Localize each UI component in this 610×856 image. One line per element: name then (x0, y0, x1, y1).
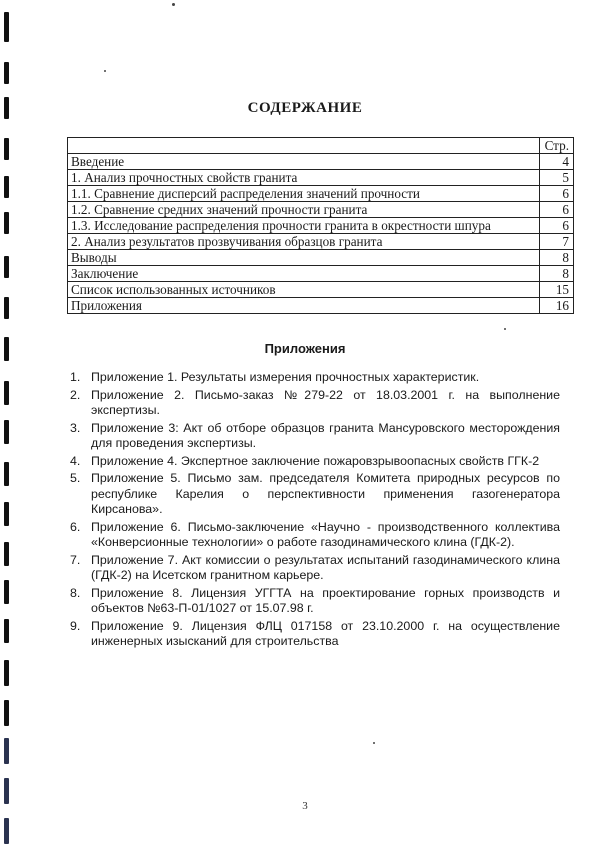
toc-page: 4 (540, 154, 574, 170)
appendix-item-text: Приложение 3: Акт об отборе образцов гранита Мансуровского месторождения для проведения экспертизы. (91, 420, 560, 450)
appendix-item-text: Приложение 2. Письмо-заказ №279-22 от 18.03.2001 г. на выполнение экспертизы. (91, 387, 560, 417)
binding-mark (4, 212, 9, 234)
scan-speck (172, 3, 175, 6)
binding-mark (4, 542, 9, 566)
binding-mark (4, 138, 9, 160)
toc-row (68, 170, 574, 186)
toc-page: 6 (540, 218, 574, 234)
toc-row (68, 154, 574, 170)
toc-page: 7 (540, 234, 574, 250)
toc-header-blank (68, 138, 540, 154)
binding-mark (4, 381, 9, 405)
toc-label: Выводы (68, 250, 540, 266)
toc-page: 15 (540, 282, 574, 298)
toc-label: Введение (68, 154, 540, 170)
binding-mark (4, 462, 9, 486)
appendix-item-number: 3. (70, 420, 81, 435)
toc-page: 5 (540, 170, 574, 186)
page-number: 3 (302, 800, 308, 812)
toc-label: 1.3. Исследование распределения прочности гранита в окрестности шпура (68, 218, 540, 234)
appendix-item-number: 6. (70, 519, 81, 534)
appendix-item (70, 471, 560, 518)
appendix-item-text: Приложение 8. Лицензия УГГТА на проектирование горных производств и объектов №63-П-01/1027 от 15.07.98 г. (91, 585, 560, 615)
toc-header-row (68, 138, 574, 154)
toc-row (68, 186, 574, 202)
binding-mark (4, 660, 9, 686)
toc-label: Заключение (68, 266, 540, 282)
toc-row (68, 202, 574, 218)
toc-row (68, 250, 574, 266)
appendix-item-text: Приложение 4. Экспертное заключение пожаровзрывоопасных свойств ГГК-2 (91, 453, 540, 468)
toc-label: Приложения (68, 298, 540, 314)
binding-mark (4, 502, 9, 526)
binding-mark (4, 297, 9, 319)
appendix-item-number: 4. (70, 453, 81, 468)
toc-row (68, 234, 574, 250)
binding-mark (4, 738, 9, 764)
appendix-item-text: Приложение 5. Письмо зам. председателя Комитета природных ресурсов по республике Карелия о перспективности применения газогенератора Кирсанова». (91, 471, 560, 516)
appendix-item-number: 7. (70, 552, 81, 567)
toc-row (68, 298, 574, 314)
page-title: СОДЕРЖАНИЕ (247, 100, 363, 116)
binding-mark (4, 256, 9, 278)
toc-table (67, 137, 574, 314)
appendix-item-text: Приложение 9. Лицензия ФЛЦ 017158 от 23.10.2000 г. на осуществление инженерных изысканий для строительства (91, 618, 560, 648)
appendix-item (70, 520, 560, 551)
binding-mark (4, 176, 9, 198)
appendix-item-text: Приложение 6. Письмо-заключение «Научно - производственного коллектива «Конверсионные технологии» о работе газодинамического клина (ГДК-2). (91, 519, 560, 549)
appendix-item-number: 9. (70, 618, 81, 633)
toc-row (68, 282, 574, 298)
appendix-item (70, 421, 560, 452)
toc-label: Список использованных источников (68, 282, 540, 298)
toc-label: 1.2. Сравнение средних значений прочности гранита (68, 202, 540, 218)
appendix-item-number: 5. (70, 471, 81, 485)
toc-page: 8 (540, 266, 574, 282)
toc-page-header: Стр. (540, 138, 574, 154)
appendix-item-text: Приложение 7. Акт комиссии о результатах испытаний газодинамического клина (ГДК-2) на Исетском гранитном карьере. (91, 552, 560, 582)
appendix-list (70, 370, 560, 652)
binding-mark (4, 420, 9, 444)
appendix-item (70, 388, 560, 419)
appendix-item (70, 553, 560, 584)
toc-page: 6 (540, 202, 574, 218)
binding-mark (4, 700, 9, 726)
toc-page: 8 (540, 250, 574, 266)
toc-row (68, 266, 574, 282)
appendix-item-number: 2. (70, 387, 81, 402)
appendix-item (70, 454, 560, 470)
appendix-item-number: 8. (70, 585, 81, 600)
appendix-item (70, 619, 560, 650)
toc-label: 2. Анализ результатов прозвучивания образцов гранита (68, 234, 540, 250)
toc-label: 1. Анализ прочностных свойств гранита (68, 170, 540, 186)
appendix-item-number: 1. (70, 370, 81, 384)
scan-speck (104, 70, 106, 72)
appendix-item (70, 370, 560, 386)
binding-mark (4, 619, 9, 643)
binding-mark (4, 62, 9, 84)
binding-mark (4, 12, 9, 42)
toc-page: 16 (540, 298, 574, 314)
binding-mark (4, 580, 9, 604)
appendix-heading: Приложения (264, 341, 346, 356)
appendix-item-text: Приложение 1. Результаты измерения прочностных характеристик. (91, 370, 480, 384)
toc-page: 6 (540, 186, 574, 202)
toc-label: 1.1. Сравнение дисперсий распределения значений прочности (68, 186, 540, 202)
toc-row (68, 218, 574, 234)
scan-speck (504, 328, 506, 330)
scan-speck (373, 742, 375, 744)
appendix-item (70, 586, 560, 617)
binding-mark (4, 818, 9, 844)
